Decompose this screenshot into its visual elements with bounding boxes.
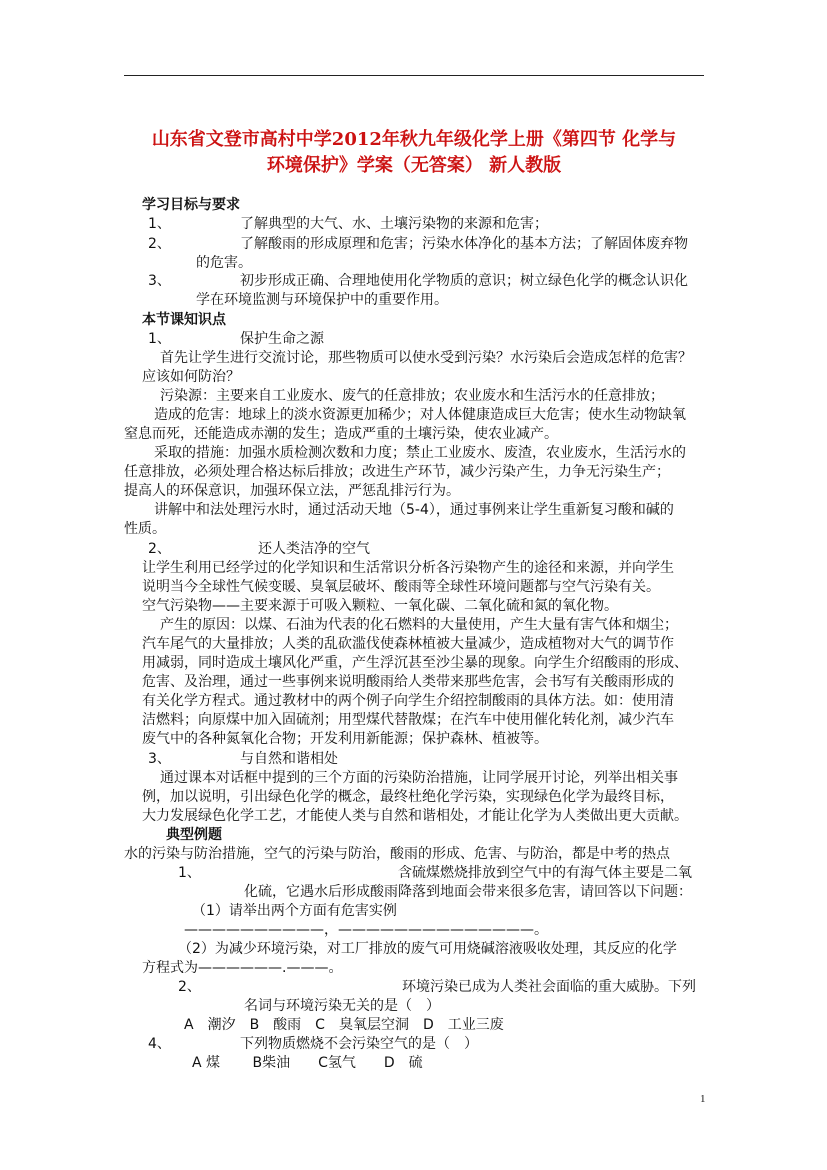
body-line: 造成的危害：地球上的淡水资源更加稀少；对人体健康造成巨大危害；使水生动物缺氧 [154, 407, 686, 423]
section-heading-knowledge: 本节课知识点 [142, 312, 226, 328]
list-number: 1、 [178, 865, 201, 881]
answer-options: A 煤 B柴油 C氢气 D 硫 [192, 1055, 423, 1071]
subsection-heading: 与自然和谐相处 [240, 751, 338, 767]
body-line: 污染源：主要来自工业废水、废气的任意排放；农业废水和生活污水的任意排放； [160, 388, 664, 404]
body-line: 产生的原因：以煤、石油为代表的化石燃料的大量使用，产生大量有害气体和烟尘； [160, 617, 678, 633]
list-number: 1、 [148, 331, 171, 347]
body-line: 大力发展绿色化学工艺，才能使人类与自然和谐相处，才能让化学为人类做出更大贡献。 [142, 808, 688, 824]
body-line: 水的污染与防治措施，空气的污染与防治，酸雨的形成、危害、与防治，都是中考的热点 [124, 846, 670, 862]
body-line: 让学生利用已经学过的化学知识和生活常识分析各污染物产生的途径和来源，并向学生 [142, 560, 674, 576]
body-line: 例，加以说明，引出绿色化学的概念，最终杜绝化学污染，实现绿色化学为最终目标， [142, 789, 674, 805]
body-line: 任意排放，必须处理合格达标后排放；改进生产环节，减少污染产生，力争无污染生产； [124, 464, 670, 480]
list-number: 2、 [178, 979, 201, 995]
body-line: 讲解中和法处理污水时，通过活动天地（5-4），通过事例来让学生重新复习酸和碱的 [154, 502, 674, 518]
question-text: （1）请举出两个方面有危害实例 [192, 903, 397, 919]
answer-options: A 潮汐 B 酸雨 C 臭氧层空洞 D 工业三废 [184, 1017, 504, 1033]
body-line: 危害、及治理，通过一些事例来说明酸雨给人类带来那些危害，会书写有关酸雨形成的 [142, 674, 674, 690]
body-line: 用减弱，同时造成土壤风化严重，产生浮沉甚至沙尘暴的现象。向学生介绍酸雨的形成、 [142, 655, 688, 671]
list-number: 2、 [148, 541, 171, 557]
body-line: 提高人的环保意识，加强环保立法，严惩乱排污行为。 [124, 483, 460, 499]
list-number: 3、 [148, 751, 171, 767]
answer-blank-line: ——————————，——————————————。 [184, 922, 548, 938]
body-line: 洁燃料；向原煤中加入固硫剂；用型煤代替散煤；在汽车中使用催化转化剂，减少汽车 [142, 712, 674, 728]
body-line: 空气污染物——主要来源于可吸入颗粒、一氧化碳、二氧化硫和氮的氧化物。 [142, 598, 618, 614]
body-line: 窒息而死，还能造成赤潮的发生；造成严重的土壤污染，使农业减产。 [124, 426, 558, 442]
answer-blank-line: 方程式为——————.———。 [142, 960, 343, 976]
body-line: 汽车尾气的大量排放；人类的乱砍滥伐使森林植被大量减少，造成植物对大气的调节作 [142, 636, 674, 652]
body-line: 性质。 [124, 521, 166, 537]
body-line: 初步形成正确、合理地使用化学物质的意识；树立绿色化学的概念认识化 [240, 273, 688, 289]
page-number: 1 [700, 1093, 706, 1105]
question-text: 下列物质燃烧不会污染空气的是（ ） [240, 1036, 478, 1052]
body-line: 应该如何防治？ [142, 369, 240, 385]
question-text: 名词与环境污染无关的是（ ） [244, 998, 440, 1014]
question-text: （2）为减少环境污染，对工厂排放的废气可用烧碱溶液吸收处理，其反应的化学 [178, 941, 677, 957]
document-title-line-1: 山东省文登市高村中学2012年秋九年级化学上册《第四节 化学与 [151, 129, 677, 150]
list-number: 4、 [148, 1036, 171, 1052]
body-line: 学在环境监测与环境保护中的重要作用。 [196, 292, 448, 308]
question-text: 化硫，它遇水后形成酸雨降落到地面会带来很多危害，请回答以下问题： [244, 884, 692, 900]
body-line: 首先让学生进行交流讨论，那些物质可以使水受到污染？水污染后会造成怎样的危害？ [160, 350, 692, 366]
subsection-heading: 还人类洁净的空气 [258, 541, 370, 557]
subsection-heading: 保护生命之源 [240, 331, 324, 347]
header-rule [124, 75, 704, 76]
body-line: 采取的措施：加强水质检测次数和力度；禁止工业废水、废渣，农业废水，生活污水的 [154, 445, 686, 461]
question-text: 环境污染已成为人类社会面临的重大威胁。下列 [402, 979, 696, 995]
section-heading-examples: 典型例题 [166, 827, 222, 843]
body-line: 废气中的各种氮氧化合物；开发利用新能源；保护森林、植被等。 [142, 731, 548, 747]
list-number: 1、 [148, 216, 171, 232]
document-title-line-2: 环境保护》学案（无答案） 新人教版 [266, 155, 562, 176]
body-line: 有关化学方程式。通过教材中的两个例子向学生介绍控制酸雨的具体方法。如：使用清 [142, 693, 674, 709]
question-text: 含硫煤燃烧排放到空气中的有海气体主要是二氧 [398, 865, 692, 881]
body-line: 了解酸雨的形成原理和危害；污染水体净化的基本方法；了解固体废弃物 [240, 236, 688, 252]
body-line: 说明当今全球性气候变暖、臭氧层破坏、酸雨等全球性环境问题都与空气污染有关。 [142, 579, 660, 595]
body-line: 了解典型的大气、水、土壤污染物的来源和危害； [240, 216, 548, 232]
list-number: 3、 [148, 273, 171, 289]
body-line: 通过课本对话框中提到的三个方面的污染防治措施，让同学展开讨论，列举出相关事 [160, 770, 678, 786]
body-line: 的危害。 [196, 255, 252, 271]
list-number: 2、 [148, 236, 171, 252]
section-heading-objectives: 学习目标与要求 [142, 197, 240, 213]
